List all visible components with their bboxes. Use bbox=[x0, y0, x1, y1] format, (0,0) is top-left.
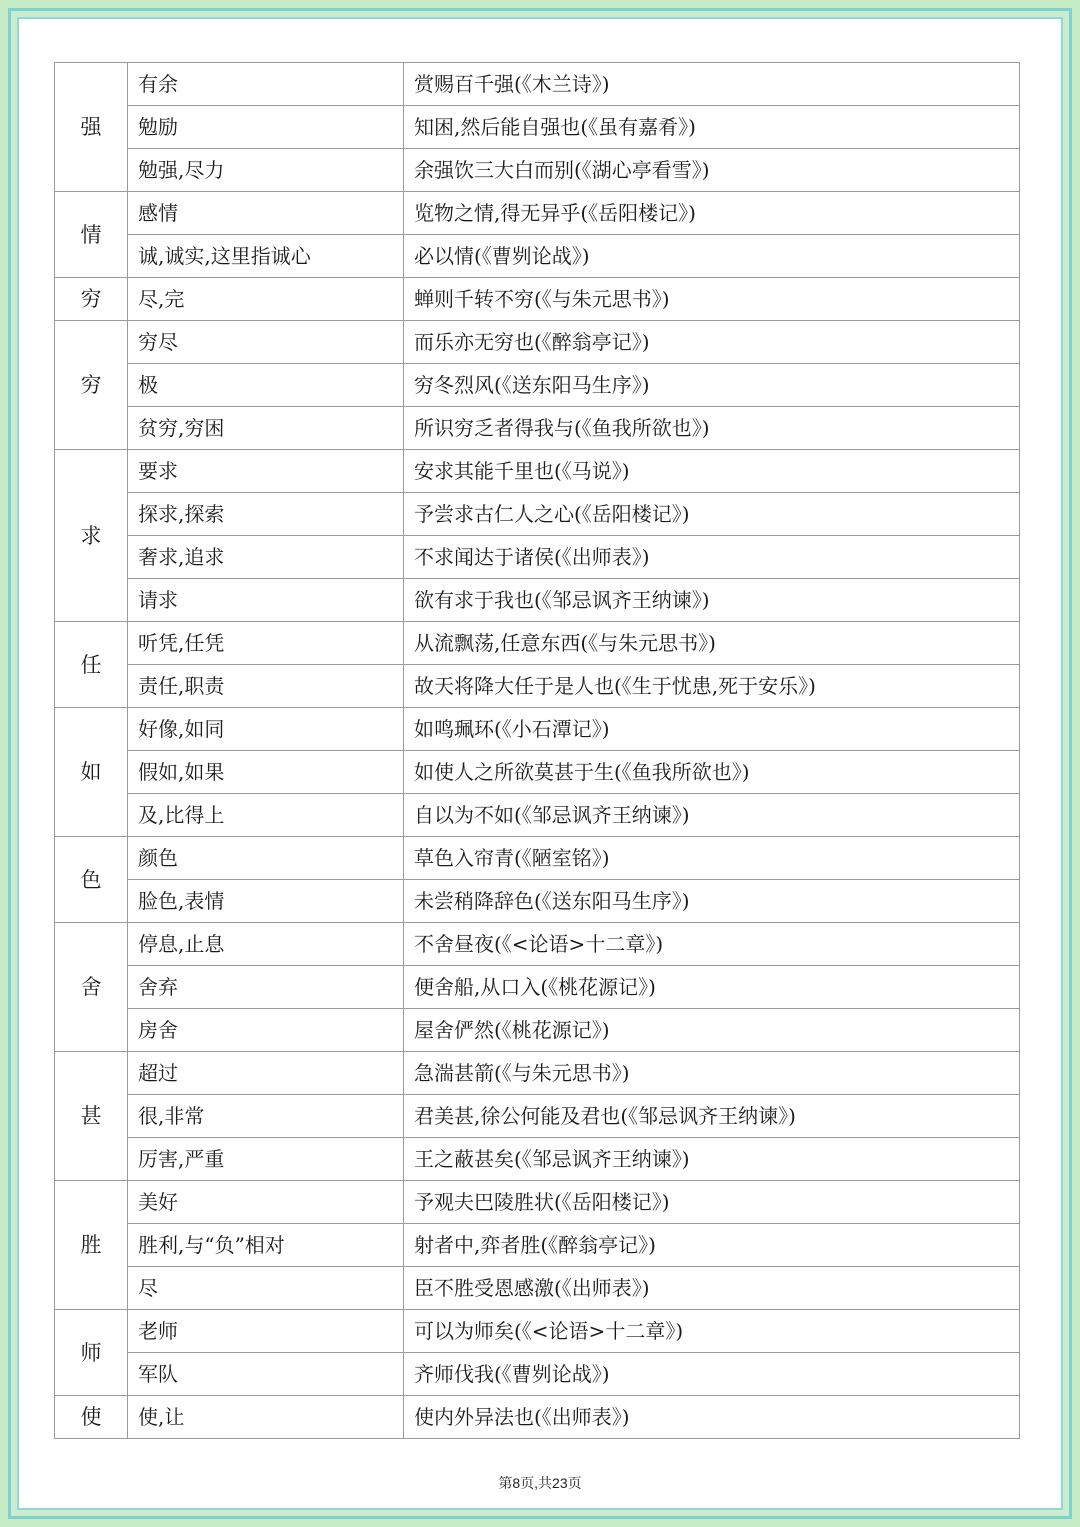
example-cell: 射者中,弈者胜(《醉翁亭记》) bbox=[404, 1224, 1020, 1267]
table-row bbox=[55, 1353, 1020, 1396]
table-row bbox=[55, 837, 1020, 880]
example-cell: 自以为不如(《邹忌讽齐王纳谏》) bbox=[404, 794, 1020, 837]
table-row bbox=[55, 192, 1020, 235]
example-cell: 便舍船,从口入(《桃花源记》) bbox=[404, 966, 1020, 1009]
headword-cell: 色 bbox=[55, 837, 128, 923]
meaning-cell: 探求,探索 bbox=[128, 493, 404, 536]
example-cell: 穷冬烈风(《送东阳马生序》) bbox=[404, 364, 1020, 407]
example-cell: 王之蔽甚矣(《邹忌讽齐王纳谏》) bbox=[404, 1138, 1020, 1181]
table-row bbox=[55, 450, 1020, 493]
example-cell: 屋舍俨然(《桃花源记》) bbox=[404, 1009, 1020, 1052]
table-row bbox=[55, 1052, 1020, 1095]
example-cell: 故天将降大任于是人也(《生于忧患,死于安乐》) bbox=[404, 665, 1020, 708]
example-cell: 欲有求于我也(《邹忌讽齐王纳谏》) bbox=[404, 579, 1020, 622]
table-row bbox=[55, 149, 1020, 192]
meaning-cell: 舍弃 bbox=[128, 966, 404, 1009]
example-cell: 臣不胜受恩感激(《出师表》) bbox=[404, 1267, 1020, 1310]
table-row bbox=[55, 536, 1020, 579]
table-row bbox=[55, 1310, 1020, 1353]
example-cell: 予尝求古仁人之心(《岳阳楼记》) bbox=[404, 493, 1020, 536]
meaning-cell: 穷尽 bbox=[128, 321, 404, 364]
meaning-cell: 要求 bbox=[128, 450, 404, 493]
example-cell: 可以为师矣(《<论语>十二章》) bbox=[404, 1310, 1020, 1353]
example-cell: 蝉则千转不穷(《与朱元思书》) bbox=[404, 278, 1020, 321]
table-row bbox=[55, 1267, 1020, 1310]
table-row bbox=[55, 794, 1020, 837]
meaning-cell: 假如,如果 bbox=[128, 751, 404, 794]
meaning-cell: 听凭,任凭 bbox=[128, 622, 404, 665]
meaning-cell: 勉强,尽力 bbox=[128, 149, 404, 192]
meaning-cell: 及,比得上 bbox=[128, 794, 404, 837]
page-number: 第8页,共23页 bbox=[498, 1475, 582, 1491]
meaning-cell: 很,非常 bbox=[128, 1095, 404, 1138]
meaning-cell: 感情 bbox=[128, 192, 404, 235]
meaning-cell: 超过 bbox=[128, 1052, 404, 1095]
table-body bbox=[55, 63, 1020, 1439]
meaning-cell: 责任,职责 bbox=[128, 665, 404, 708]
headword-cell: 师 bbox=[55, 1310, 128, 1396]
headword-cell: 胜 bbox=[55, 1181, 128, 1310]
table-row bbox=[55, 1009, 1020, 1052]
meaning-cell: 尽 bbox=[128, 1267, 404, 1310]
meaning-cell: 美好 bbox=[128, 1181, 404, 1224]
headword-cell: 甚 bbox=[55, 1052, 128, 1181]
table-row bbox=[55, 751, 1020, 794]
table-row bbox=[55, 880, 1020, 923]
table-row bbox=[55, 1396, 1020, 1439]
table-row bbox=[55, 579, 1020, 622]
headword-cell: 如 bbox=[55, 708, 128, 837]
table-row bbox=[55, 1095, 1020, 1138]
headword-cell: 使 bbox=[55, 1396, 128, 1439]
table-row bbox=[55, 364, 1020, 407]
table-row bbox=[55, 106, 1020, 149]
headword-cell: 强 bbox=[55, 63, 128, 192]
example-cell: 未尝稍降辞色(《送东阳马生序》) bbox=[404, 880, 1020, 923]
meaning-cell: 颜色 bbox=[128, 837, 404, 880]
headword-cell: 情 bbox=[55, 192, 128, 278]
example-cell: 而乐亦无穷也(《醉翁亭记》) bbox=[404, 321, 1020, 364]
meaning-cell: 军队 bbox=[128, 1353, 404, 1396]
table-row bbox=[55, 622, 1020, 665]
meaning-cell: 厉害,严重 bbox=[128, 1138, 404, 1181]
example-cell: 不求闻达于诸侯(《出师表》) bbox=[404, 536, 1020, 579]
meaning-cell: 极 bbox=[128, 364, 404, 407]
example-cell: 如鸣珮环(《小石潭记》) bbox=[404, 708, 1020, 751]
table-row bbox=[55, 63, 1020, 106]
table-row bbox=[55, 966, 1020, 1009]
meaning-cell: 有余 bbox=[128, 63, 404, 106]
example-cell: 使内外异法也(《出师表》) bbox=[404, 1396, 1020, 1439]
meaning-cell: 请求 bbox=[128, 579, 404, 622]
meaning-cell: 脸色,表情 bbox=[128, 880, 404, 923]
headword-cell: 任 bbox=[55, 622, 128, 708]
example-cell: 览物之情,得无异乎(《岳阳楼记》) bbox=[404, 192, 1020, 235]
table-row bbox=[55, 278, 1020, 321]
headword-cell: 穷 bbox=[55, 278, 128, 321]
meaning-cell: 房舍 bbox=[128, 1009, 404, 1052]
table-row bbox=[55, 407, 1020, 450]
example-cell: 赏赐百千强(《木兰诗》) bbox=[404, 63, 1020, 106]
headword-cell: 舍 bbox=[55, 923, 128, 1052]
example-cell: 知困,然后能自强也(《虽有嘉肴》) bbox=[404, 106, 1020, 149]
example-cell: 所识穷乏者得我与(《鱼我所欲也》) bbox=[404, 407, 1020, 450]
vocabulary-table bbox=[54, 62, 1020, 1439]
meaning-cell: 老师 bbox=[128, 1310, 404, 1353]
meaning-cell: 好像,如同 bbox=[128, 708, 404, 751]
example-cell: 如使人之所欲莫甚于生(《鱼我所欲也》) bbox=[404, 751, 1020, 794]
meaning-cell: 勉励 bbox=[128, 106, 404, 149]
table-row bbox=[55, 665, 1020, 708]
table-row bbox=[55, 1181, 1020, 1224]
table-row bbox=[55, 321, 1020, 364]
meaning-cell: 胜利,与“负”相对 bbox=[128, 1224, 404, 1267]
table-row bbox=[55, 493, 1020, 536]
meaning-cell: 使,让 bbox=[128, 1396, 404, 1439]
headword-cell: 穷 bbox=[55, 321, 128, 450]
meaning-cell: 奢求,追求 bbox=[128, 536, 404, 579]
example-cell: 齐师伐我(《曹刿论战》) bbox=[404, 1353, 1020, 1396]
example-cell: 草色入帘青(《陋室铭》) bbox=[404, 837, 1020, 880]
table-row bbox=[55, 1224, 1020, 1267]
example-cell: 安求其能千里也(《马说》) bbox=[404, 450, 1020, 493]
example-cell: 从流飘荡,任意东西(《与朱元思书》) bbox=[404, 622, 1020, 665]
example-cell: 不舍昼夜(《<论语>十二章》) bbox=[404, 923, 1020, 966]
meaning-cell: 贫穷,穷困 bbox=[128, 407, 404, 450]
example-cell: 君美甚,徐公何能及君也(《邹忌讽齐王纳谏》) bbox=[404, 1095, 1020, 1138]
meaning-cell: 尽,完 bbox=[128, 278, 404, 321]
example-cell: 急湍甚箭(《与朱元思书》) bbox=[404, 1052, 1020, 1095]
table-row bbox=[55, 235, 1020, 278]
headword-cell: 求 bbox=[55, 450, 128, 622]
table-row bbox=[55, 923, 1020, 966]
example-cell: 予观夫巴陵胜状(《岳阳楼记》) bbox=[404, 1181, 1020, 1224]
meaning-cell: 停息,止息 bbox=[128, 923, 404, 966]
example-cell: 余强饮三大白而别(《湖心亭看雪》) bbox=[404, 149, 1020, 192]
example-cell: 必以情(《曹刿论战》) bbox=[404, 235, 1020, 278]
table-row bbox=[55, 1138, 1020, 1181]
meaning-cell: 诚,诚实,这里指诚心 bbox=[128, 235, 404, 278]
table-row bbox=[55, 708, 1020, 751]
